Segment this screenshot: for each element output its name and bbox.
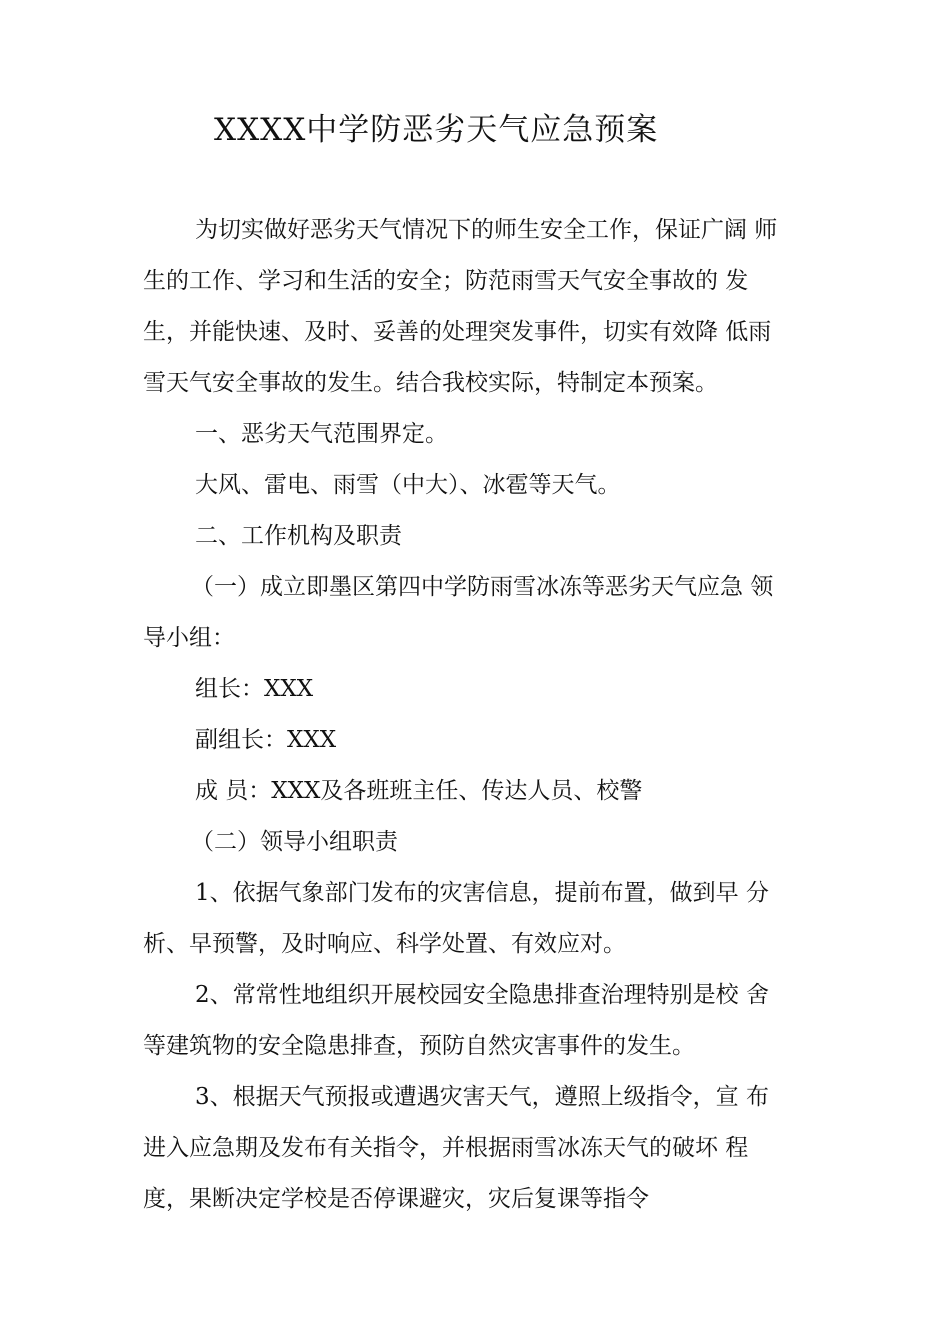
paragraph-line: 1、依据气象部门发布的灾害信息，提前布置，做到早 分 bbox=[195, 880, 769, 906]
paragraph-line: 析、早预警，及时响应、科学处置、有效应对。 bbox=[143, 931, 626, 957]
paragraph-line: 2、常常性地组织开展校园安全隐患排查治理特别是校 舍 bbox=[195, 982, 769, 1008]
paragraph-line: 生的工作、学习和生活的安全；防范雨雪天气安全事故的 发 bbox=[143, 268, 749, 294]
paragraph-line: 进入应急期及发布有关指令，并根据雨雪冰冻天气的破坏 程 bbox=[143, 1135, 749, 1161]
section-heading: 二、工作机构及职责 bbox=[195, 523, 402, 549]
roster-line: 组长：XXX bbox=[195, 676, 314, 702]
paragraph-line: 3、根据天气预报或遭遇灾害天气，遵照上级指令，宣 布 bbox=[195, 1084, 769, 1110]
subsection-heading: （二）领导小组职责 bbox=[191, 829, 398, 855]
document-body bbox=[143, 205, 823, 1225]
paragraph-line: 导小组： bbox=[143, 625, 235, 651]
paragraph-line: 度，果断决定学校是否停课避灾，灾后复课等指令 bbox=[143, 1186, 649, 1212]
paragraph-line: 雪天气安全事故的发生。结合我校实际，特制定本预案。 bbox=[143, 370, 718, 396]
roster-line: 副组长：XXX bbox=[195, 727, 337, 753]
paragraph-line: 生，并能快速、及时、妥善的处理突发事件，切实有效降 低雨 bbox=[143, 319, 772, 345]
paragraph-line: 为切实做好恶劣天气情况下的师生安全工作，保证广阔 师 bbox=[195, 217, 778, 243]
paragraph-line: 大风、雷电、雨雪（中大）、冰雹等天气。 bbox=[195, 472, 621, 498]
paragraph-line: 等建筑物的安全隐患排查，预防自然灾害事件的发生。 bbox=[143, 1033, 695, 1059]
roster-line: 成 员：XXX及各班班主任、传达人员、校警 bbox=[195, 778, 643, 804]
document-title: XXXX中学防恶劣天气应急预案 bbox=[214, 112, 659, 148]
subsection-heading: （一）成立即墨区第四中学防雨雪冰冻等恶劣天气应急 领 bbox=[191, 574, 774, 600]
section-heading: 一、恶劣天气范围界定。 bbox=[195, 421, 448, 447]
